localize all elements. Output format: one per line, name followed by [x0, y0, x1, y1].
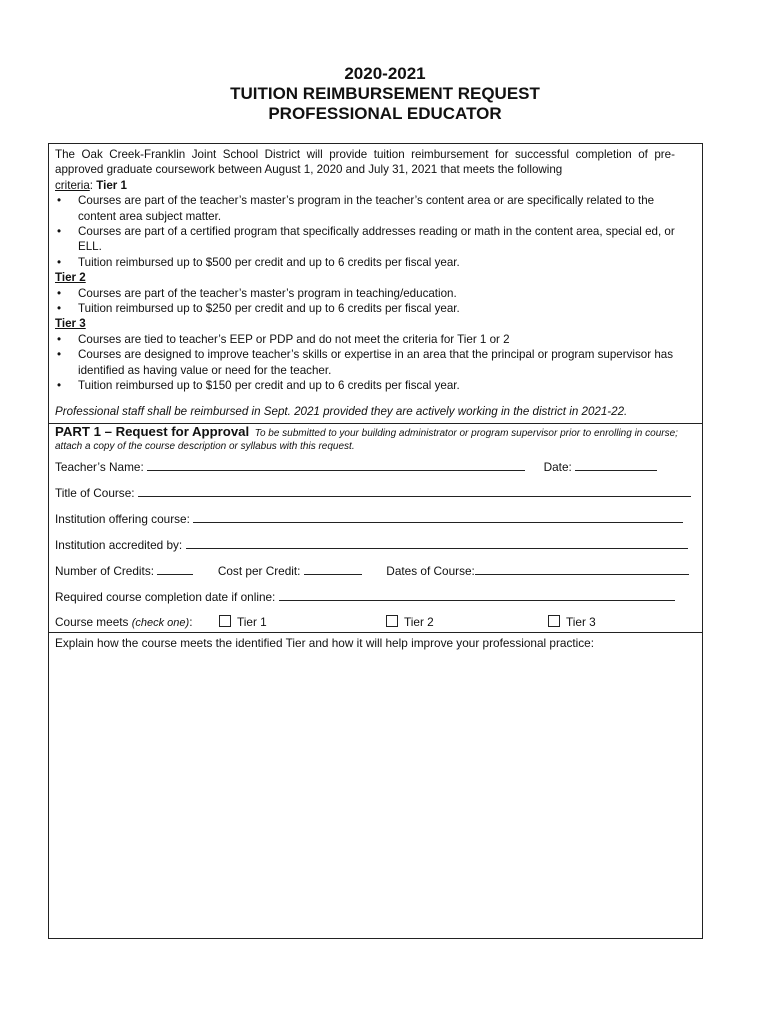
- completion-row: [55, 589, 675, 604]
- accredited-label: Institution accredited by:: [55, 538, 183, 552]
- bullet-icon: •: [57, 332, 62, 346]
- intro-line-1: The Oak Creek-Franklin Joint School District will provide tuition reimbursement for successful completion: [55, 148, 632, 161]
- criteria-box: [48, 143, 703, 424]
- dates-label: Dates of Course:: [386, 564, 475, 578]
- accredited-field[interactable]: [186, 537, 688, 549]
- part1-header: [55, 425, 695, 453]
- criteria-text: [55, 147, 675, 394]
- form-title: TUITION REIMBURSEMENT REQUEST: [230, 84, 540, 103]
- bullet-icon: •: [57, 225, 62, 239]
- institution-field[interactable]: [193, 511, 683, 523]
- course-meets-label: Course meets: [55, 615, 129, 629]
- list-item: • Courses are part of the teacher’s master’s program in teaching/education.: [57, 286, 457, 300]
- bullet-icon: •: [57, 302, 62, 316]
- bullet-icon: •: [57, 379, 62, 393]
- bullet-icon: •: [57, 194, 62, 208]
- course-title-row: [55, 485, 691, 500]
- tier3-list: [55, 332, 675, 394]
- check-one-hint: (check one): [131, 617, 190, 629]
- course-title-field[interactable]: [138, 485, 691, 497]
- part1-box: [48, 423, 703, 633]
- checkbox-icon[interactable]: [386, 615, 398, 627]
- teacher-name-field[interactable]: [147, 459, 525, 471]
- explanation-box[interactable]: [48, 632, 703, 939]
- institution-label: Institution offering course:: [55, 512, 190, 526]
- cost-field[interactable]: [304, 563, 362, 575]
- institution-row: [55, 511, 683, 526]
- document-header: [0, 64, 770, 124]
- course-title-label: Title of Course:: [55, 486, 135, 500]
- bullet-icon: •: [57, 255, 62, 269]
- list-item: • Courses are tied to teacher’s EEP or PDP and do not meet the criteria for Tier 1 or 2: [57, 332, 510, 346]
- tier1-option[interactable]: Tier 1: [219, 615, 267, 629]
- date-label: Date:: [543, 460, 572, 474]
- intro-paragraph: [55, 147, 675, 178]
- tier2-list: [55, 286, 675, 317]
- credits-label: Number of Credits:: [55, 564, 154, 578]
- tier1-heading: Tier 1: [96, 178, 127, 192]
- completion-label: Required course completion date if online:: [55, 590, 276, 604]
- form-subtitle: PROFESSIONAL EDUCATOR: [268, 104, 502, 123]
- tier2-option[interactable]: Tier 2: [386, 615, 434, 629]
- intro-criteria-line: [55, 178, 675, 193]
- tier2-heading: Tier 2: [55, 271, 86, 285]
- list-item: • Tuition reimbursed up to $250 per credit and up to 6 credits per fiscal year.: [57, 302, 460, 316]
- year-heading: 2020-2021: [344, 64, 426, 83]
- part1-instruction: To be submitted to your building administrator or program supervisor prior to enrolling in course; attach a copy of the course description or syllabus with this request.: [55, 428, 678, 452]
- criteria-colon: :: [89, 178, 94, 192]
- credits-field[interactable]: [157, 563, 193, 575]
- checkbox-icon[interactable]: [219, 615, 231, 627]
- completion-field[interactable]: [279, 589, 675, 601]
- list-item: • Tuition reimbursed up to $500 per credit and up to 6 credits per fiscal year.: [57, 255, 460, 269]
- cost-label: Cost per Credit:: [217, 564, 301, 578]
- reimbursement-note: Professional staff shall be reimbursed in Sept. 2021 provided they are actively working in the district in 2021-22.: [55, 405, 628, 418]
- accredited-row: [55, 537, 688, 552]
- tier3-option[interactable]: Tier 3: [548, 615, 596, 629]
- list-item: • Tuition reimbursed up to $150 per credit and up to 6 credits per fiscal year.: [57, 379, 460, 393]
- intro-line-2: of pre-approved graduate coursework between August 1, 2020 and July 31, 2021 that meets the following: [55, 148, 675, 177]
- teacher-name-row: [55, 459, 657, 474]
- list-item: • Courses are designed to improve teacher’s skills or expertise in an area that the principal or program supervisor has identified as having value or need for the teacher.: [57, 348, 674, 377]
- teacher-name-label: Teacher’s Name:: [55, 460, 144, 474]
- explanation-prompt: Explain how the course meets the identified Tier and how it will help improve your professional practice:: [55, 636, 594, 650]
- course-meets-row: Course meets (check one): Tier 1 Tier 2 Tier 3: [55, 615, 596, 629]
- credits-row: [55, 563, 689, 578]
- list-item: • Courses are part of a certified program that specifically addresses reading or math in the content area, special ed, or ELL.: [57, 225, 675, 254]
- bullet-icon: •: [57, 286, 62, 300]
- criteria-word: criteria: [55, 178, 90, 192]
- date-field[interactable]: [575, 459, 657, 471]
- bullet-icon: •: [57, 348, 62, 362]
- checkbox-icon[interactable]: [548, 615, 560, 627]
- dates-field[interactable]: [475, 563, 689, 575]
- list-item: • Courses are part of the teacher’s master’s program in the teacher’s content area or are specifically related to the content area subject matter.: [57, 194, 655, 223]
- part1-title: PART 1 – Request for Approval: [55, 424, 250, 439]
- tier1-list: [55, 193, 675, 270]
- tier3-heading: Tier 3: [55, 317, 86, 331]
